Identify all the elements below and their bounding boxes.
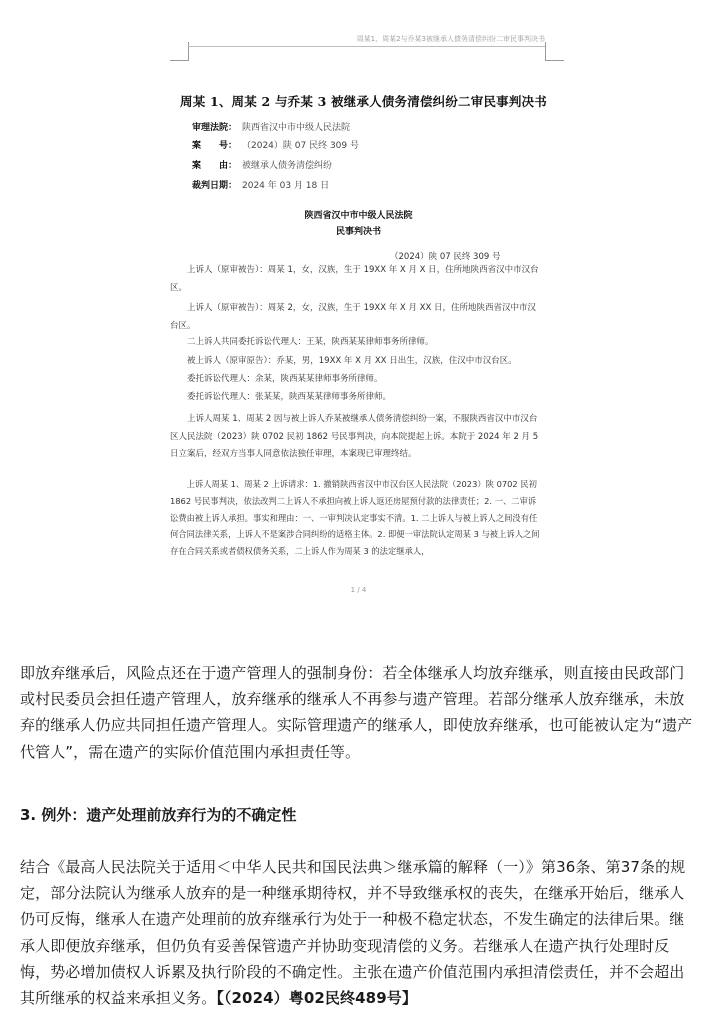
doc-paragraph: 上诉人（原审被告）：周某 2，女，汉族，生于 19XX 年 X 月 XX 日，住所地陕西省汉中市汉台区。 — [170, 303, 537, 331]
doc-paragraph: 上诉人（原审被告）：周某 1，女，汉族，生于 19XX 年 X 月 X 日，住所地陕西省汉中市汉台区。 — [170, 265, 539, 293]
court-name: 陕西省汉中市中级人民法院 — [304, 211, 413, 221]
document-kind: 民事判决书 — [335, 227, 381, 237]
header-rule — [188, 46, 545, 47]
doc-paragraph: 上诉人周某 1、周某 2 因与被上诉人乔某被继承人债务清偿纠纷一案，不服陕西省汉中市汉台区人民法院（2023）陕 0702 民初 1862 号民事判决，向本院提起上诉。本院于 2024 年 2 月 5 日立案后，经双方当事人同意依法独任审理，本案现已审理终结。 — [170, 414, 539, 460]
doc-paragraph: 委托诉讼代理人：余某，陕西某某律师事务所律师。 — [170, 374, 383, 384]
doc-paragraph: 二上诉人共同委托诉讼代理人：王某，陕西某某律师事务所律师。 — [170, 337, 434, 347]
page-indicator: 1 / 4 — [350, 586, 367, 594]
crop-mark-top-left — [170, 42, 189, 61]
case-number: （2024）陕 07 民终 309 号 — [390, 252, 501, 262]
article-body-1 — [20, 660, 698, 765]
article-paragraph — [20, 854, 698, 1011]
case-citation: 【（2024）粤02民终489号】 — [216, 989, 417, 1008]
meta-value: 2024 年 03 月 18 日 — [242, 181, 330, 191]
doc-paragraph: 被上诉人（原审原告）：乔某，男，19XX 年 X 月 XX 日出生，汉族，住汉中市汉台区。 — [170, 356, 517, 366]
document-page — [140, 28, 577, 608]
meta-row-court — [192, 122, 350, 134]
article-body-2 — [20, 854, 698, 1011]
meta-value: 被继承人债务清偿纠纷 — [242, 161, 333, 171]
article-paragraph: 即放弃继承后，风险点还在于遗产管理人的强制身份：若全体继承人均放弃继承，则直接由民政部门或村民委员会担任遗产管理人，放弃继承的继承人不再参与遗产管理。若部分继承人放弃继承，未放弃的继承人仍应共同担任遗产管理人。实际管理遗产的继承人，即使放弃继承，也可能被认定为“遗产代管人”，需在遗产的实际价值范围内承担责任等。 — [20, 664, 693, 761]
doc-paragraph: 委托诉讼代理人：张某某，陕西某某律师事务所律师。 — [170, 392, 392, 402]
meta-key: 案 号： — [192, 141, 238, 151]
meta-key: 裁判日期： — [192, 181, 238, 191]
meta-value: 陕西省汉中市中级人民法院 — [242, 123, 351, 133]
meta-row-date — [192, 180, 329, 192]
meta-key: 审理法院： — [192, 123, 238, 133]
doc-paragraph: 上诉人周某 1、周某 2 上诉请求：1. 撤销陕西省汉中市汉台区人民法院（2023）陕 0702 民初 1862 号民事判决，依法改判二上诉人不承担向被上诉人返还房屋预付款的法律责任；2. 一、二审诉讼费由被上诉人承担。事实和理由：一、一审判决认定事实不清。1. 二上诉人与被上诉人之间没有任何合同法律关系，上诉人不是案涉合同纠纷的适格主体。2. 即便一审法院认定周某 3 与被上诉人之间存在合同关系或者债权债务关系，二上诉人作为周某 3 的法定继承人， — [170, 479, 540, 557]
meta-row-cause — [192, 160, 332, 172]
meta-key: 案 由： — [192, 161, 238, 171]
crop-mark-top-right — [545, 42, 564, 61]
meta-value: （2024）陕 07 民终 309 号 — [242, 141, 359, 151]
meta-row-case-number — [192, 140, 359, 152]
section-heading: 3. 例外：遗产处理前放弃行为的不确定性 — [20, 806, 297, 824]
running-header: 周某1、周某2与乔某3被继承人债务清偿纠纷二审民事判决书 — [356, 35, 545, 43]
paragraph-text: 结合《最高人民法院关于适用＜中华人民共和国民法典＞继承篇的解释（一）》第36条、第37条的规定，部分法院认为继承人放弃的是一种继承期待权，并不导致继承权的丧失，在继承开始后，继承人仍可反悔，继承人在遗产处理前的放弃继承行为处于一种极不稳定状态，不发生确定的法律后果。继承人即便放弃继承，但仍负有妥善保管遗产并协助变现清偿的义务。若继承人在遗产执行处理时反悔，势必增加债权人诉累及执行阶段的不确定性。主张在遗产价值范围内承担清偿责任，并不会超出其所继承的权益来承担义务。 — [20, 858, 686, 1008]
document-title: 周某 1、周某 2 与乔某 3 被继承人债务清偿纠纷二审民事判决书 — [180, 94, 547, 109]
